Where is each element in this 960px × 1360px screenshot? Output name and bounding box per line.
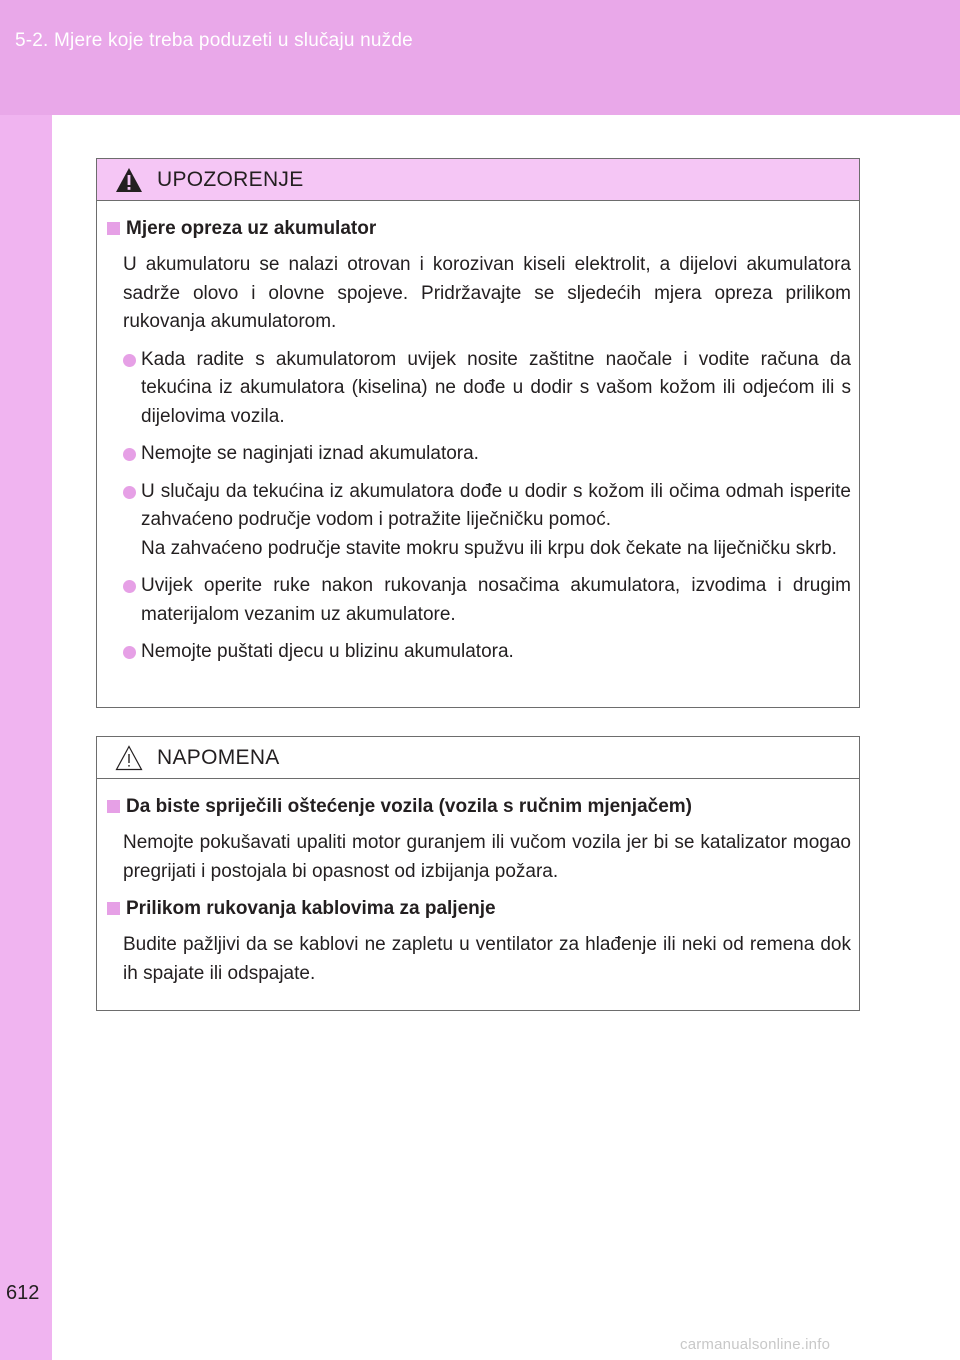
page-number: 612 [6,1282,40,1304]
warning-section-title: Mjere opreza uz akumulator [126,218,377,239]
warning-bullet [123,572,851,629]
bullet-text: Nemojte se naginjati iznad akumulatora. [141,443,479,464]
notice-body [97,779,859,988]
bullet-text: Uvijek operite ruke nakon rukovanja nosačima akumulatora, izvodima i drugim materijalom vezanim uz akumulatore. [141,575,851,625]
notice-title: NAPOMENA [157,745,280,769]
notice-section-text: Budite pažljivi da se kablovi ne zapletu u ventilator za hlađenje ili neki od remena dok ih spajate ili odspajate. [123,934,851,984]
page-header [0,0,960,115]
bullet-text: Nemojte puštati djecu u blizinu akumulatora. [141,641,514,662]
side-strip [0,115,52,1360]
warning-bullet [123,478,851,564]
square-bullet-icon [107,800,120,813]
square-bullet-icon [107,902,120,915]
chapter-title: 5-2. Mjere koje treba poduzeti u slučaju nužde [15,30,413,51]
dot-bullet-icon [123,448,136,461]
warning-body [97,201,859,667]
bullet-text: U slučaju da tekućina iz akumulatora dođe u dodir s kožom ili očima odmah isperite zahvaćeno područje vodom i potražite liječničku pomoć. [141,480,851,530]
watermark: carmanualsonline.info [680,1336,831,1353]
warning-header [97,159,859,201]
bullet-text-extra: Na zahvaćeno područje stavite mokru spužvu ili krpu dok čekate na liječničku skrb. [141,537,837,559]
warning-section-heading [107,215,851,243]
warning-title: UPOZORENJE [157,167,304,191]
bullet-text-group [141,478,851,564]
warning-bullet [123,346,851,432]
warning-triangle-icon [115,167,143,193]
notice-section-heading [107,895,851,923]
square-bullet-icon [107,222,120,235]
dot-bullet-icon [123,486,136,499]
warning-box [96,158,860,708]
dot-bullet-icon [123,354,136,367]
notice-section-text: Nemojte pokušavati upaliti motor guranjem ili vučom vozila jer bi se katalizator mogao pregrijati i postojala bi opasnost od izbijanja požara. [123,832,851,882]
notice-box [96,736,860,1011]
dot-bullet-icon [123,646,136,659]
notice-section-title: Da biste spriječili oštećenje vozila (vozila s ručnim mjenjačem) [126,796,692,817]
warning-bullet [123,440,851,469]
notice-header [97,737,859,779]
warning-bullet [123,638,851,667]
warning-intro: U akumulatoru se nalazi otrovan i korozivan kiseli elektrolit, a dijelovi akumulatora sadrže olovo i olovne spojeve. Pridržavajte se sljedećih mjera opreza prilikom rukovanja akumulatorom. [123,254,851,332]
notice-section-heading [107,793,851,821]
dot-bullet-icon [123,580,136,593]
notice-section-title: Prilikom rukovanja kablovima za paljenje [126,898,496,919]
bullet-text: Kada radite s akumulatorom uvijek nosite zaštitne naočale i vodite računa da tekućina iz akumulatora (kiselina) ne dođe u dodir s vašom kožom ili odjećom ili s dijelovima vozila. [141,348,851,427]
caution-triangle-icon [115,745,143,771]
